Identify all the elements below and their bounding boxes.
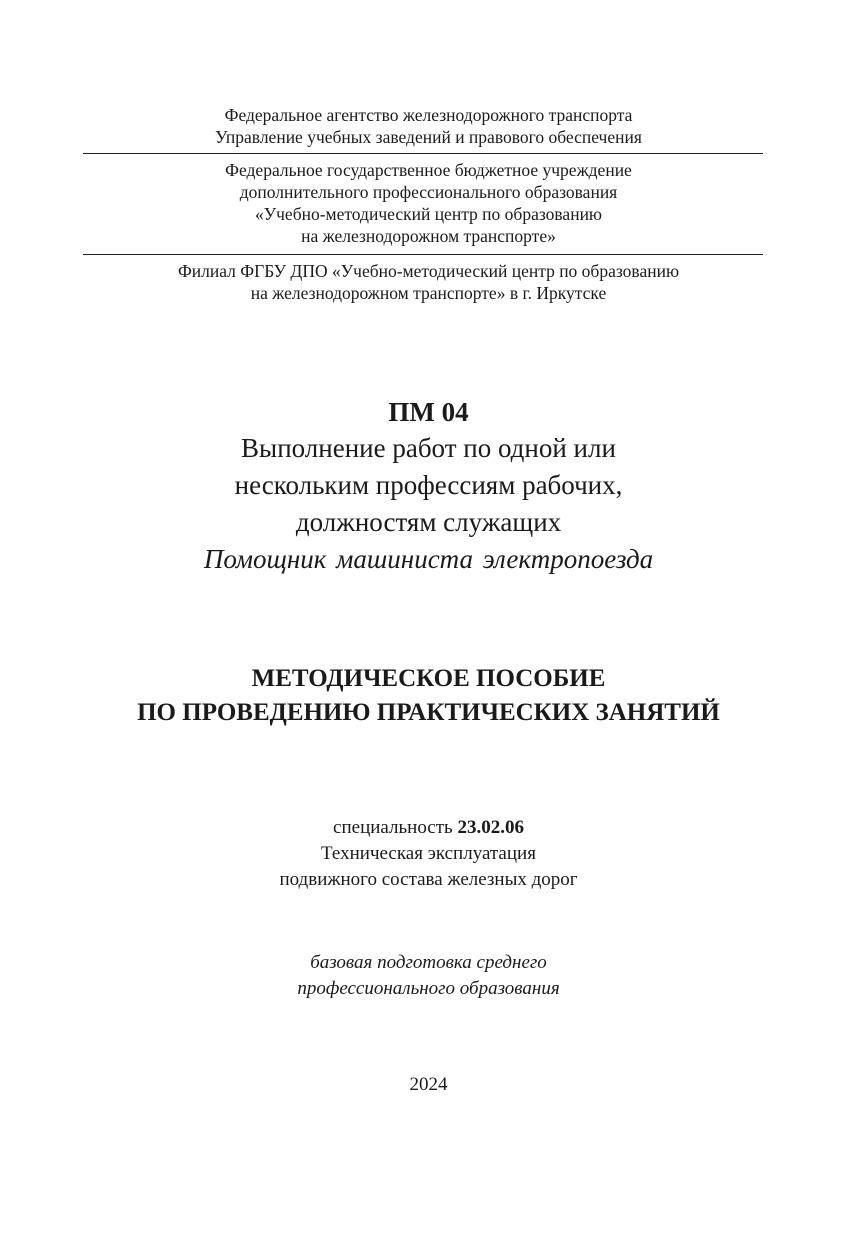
branch-line: Филиал ФГБУ ДПО «Учебно-методический центр по образованию	[177, 261, 680, 281]
specialty-name-line: Техническая эксплуатация	[321, 843, 536, 864]
document-type-line: МЕТОДИЧЕСКОЕ ПОСОБИЕ	[251, 665, 606, 692]
training-level-line: профессионального образования	[297, 978, 560, 999]
branch-header	[0, 260, 857, 304]
institution-line: Федеральное государственное бюджетное учреждение	[225, 160, 632, 180]
header-divider	[83, 254, 763, 255]
training-level	[0, 950, 857, 1002]
agency-header	[0, 104, 857, 148]
document-type	[0, 662, 857, 730]
specialty-code: 23.02.06	[457, 817, 524, 838]
institution-line: дополнительного профессионального образования	[239, 182, 618, 202]
module-code: ПМ 04	[388, 397, 469, 427]
agency-department: Управление учебных заведений и правового обеспечения	[215, 127, 642, 147]
module-title-line: Выполнение работ по одной или	[241, 433, 616, 463]
branch-line: на железнодорожном транспорте» в г. Иркутске	[250, 283, 607, 303]
institution-line: на железнодорожном транспорте»	[301, 226, 556, 246]
training-level-line: базовая подготовка среднего	[310, 952, 547, 973]
module-title-line: нескольким профессиям рабочих,	[234, 470, 623, 500]
module-title	[0, 430, 857, 541]
header-divider	[83, 153, 763, 154]
institution-line: «Учебно-методический центр по образованию	[254, 204, 603, 224]
specialty-label: специальность	[333, 817, 458, 838]
institution-header	[0, 159, 857, 247]
document-type-line: ПО ПРОВЕДЕНИЮ ПРАКТИЧЕСКИХ ЗАНЯТИЙ	[137, 699, 720, 726]
agency-name: Федеральное агентство железнодорожного транспорта	[224, 105, 633, 125]
profession-title: Помощник машиниста электропоезда	[203, 544, 654, 574]
module-title-line: должностям служащих	[295, 507, 562, 537]
specialty-code-line	[0, 815, 857, 841]
specialty-block	[0, 815, 857, 893]
publication-year: 2024	[409, 1074, 448, 1095]
specialty-name-line: подвижного состава железных дорог	[279, 869, 578, 890]
